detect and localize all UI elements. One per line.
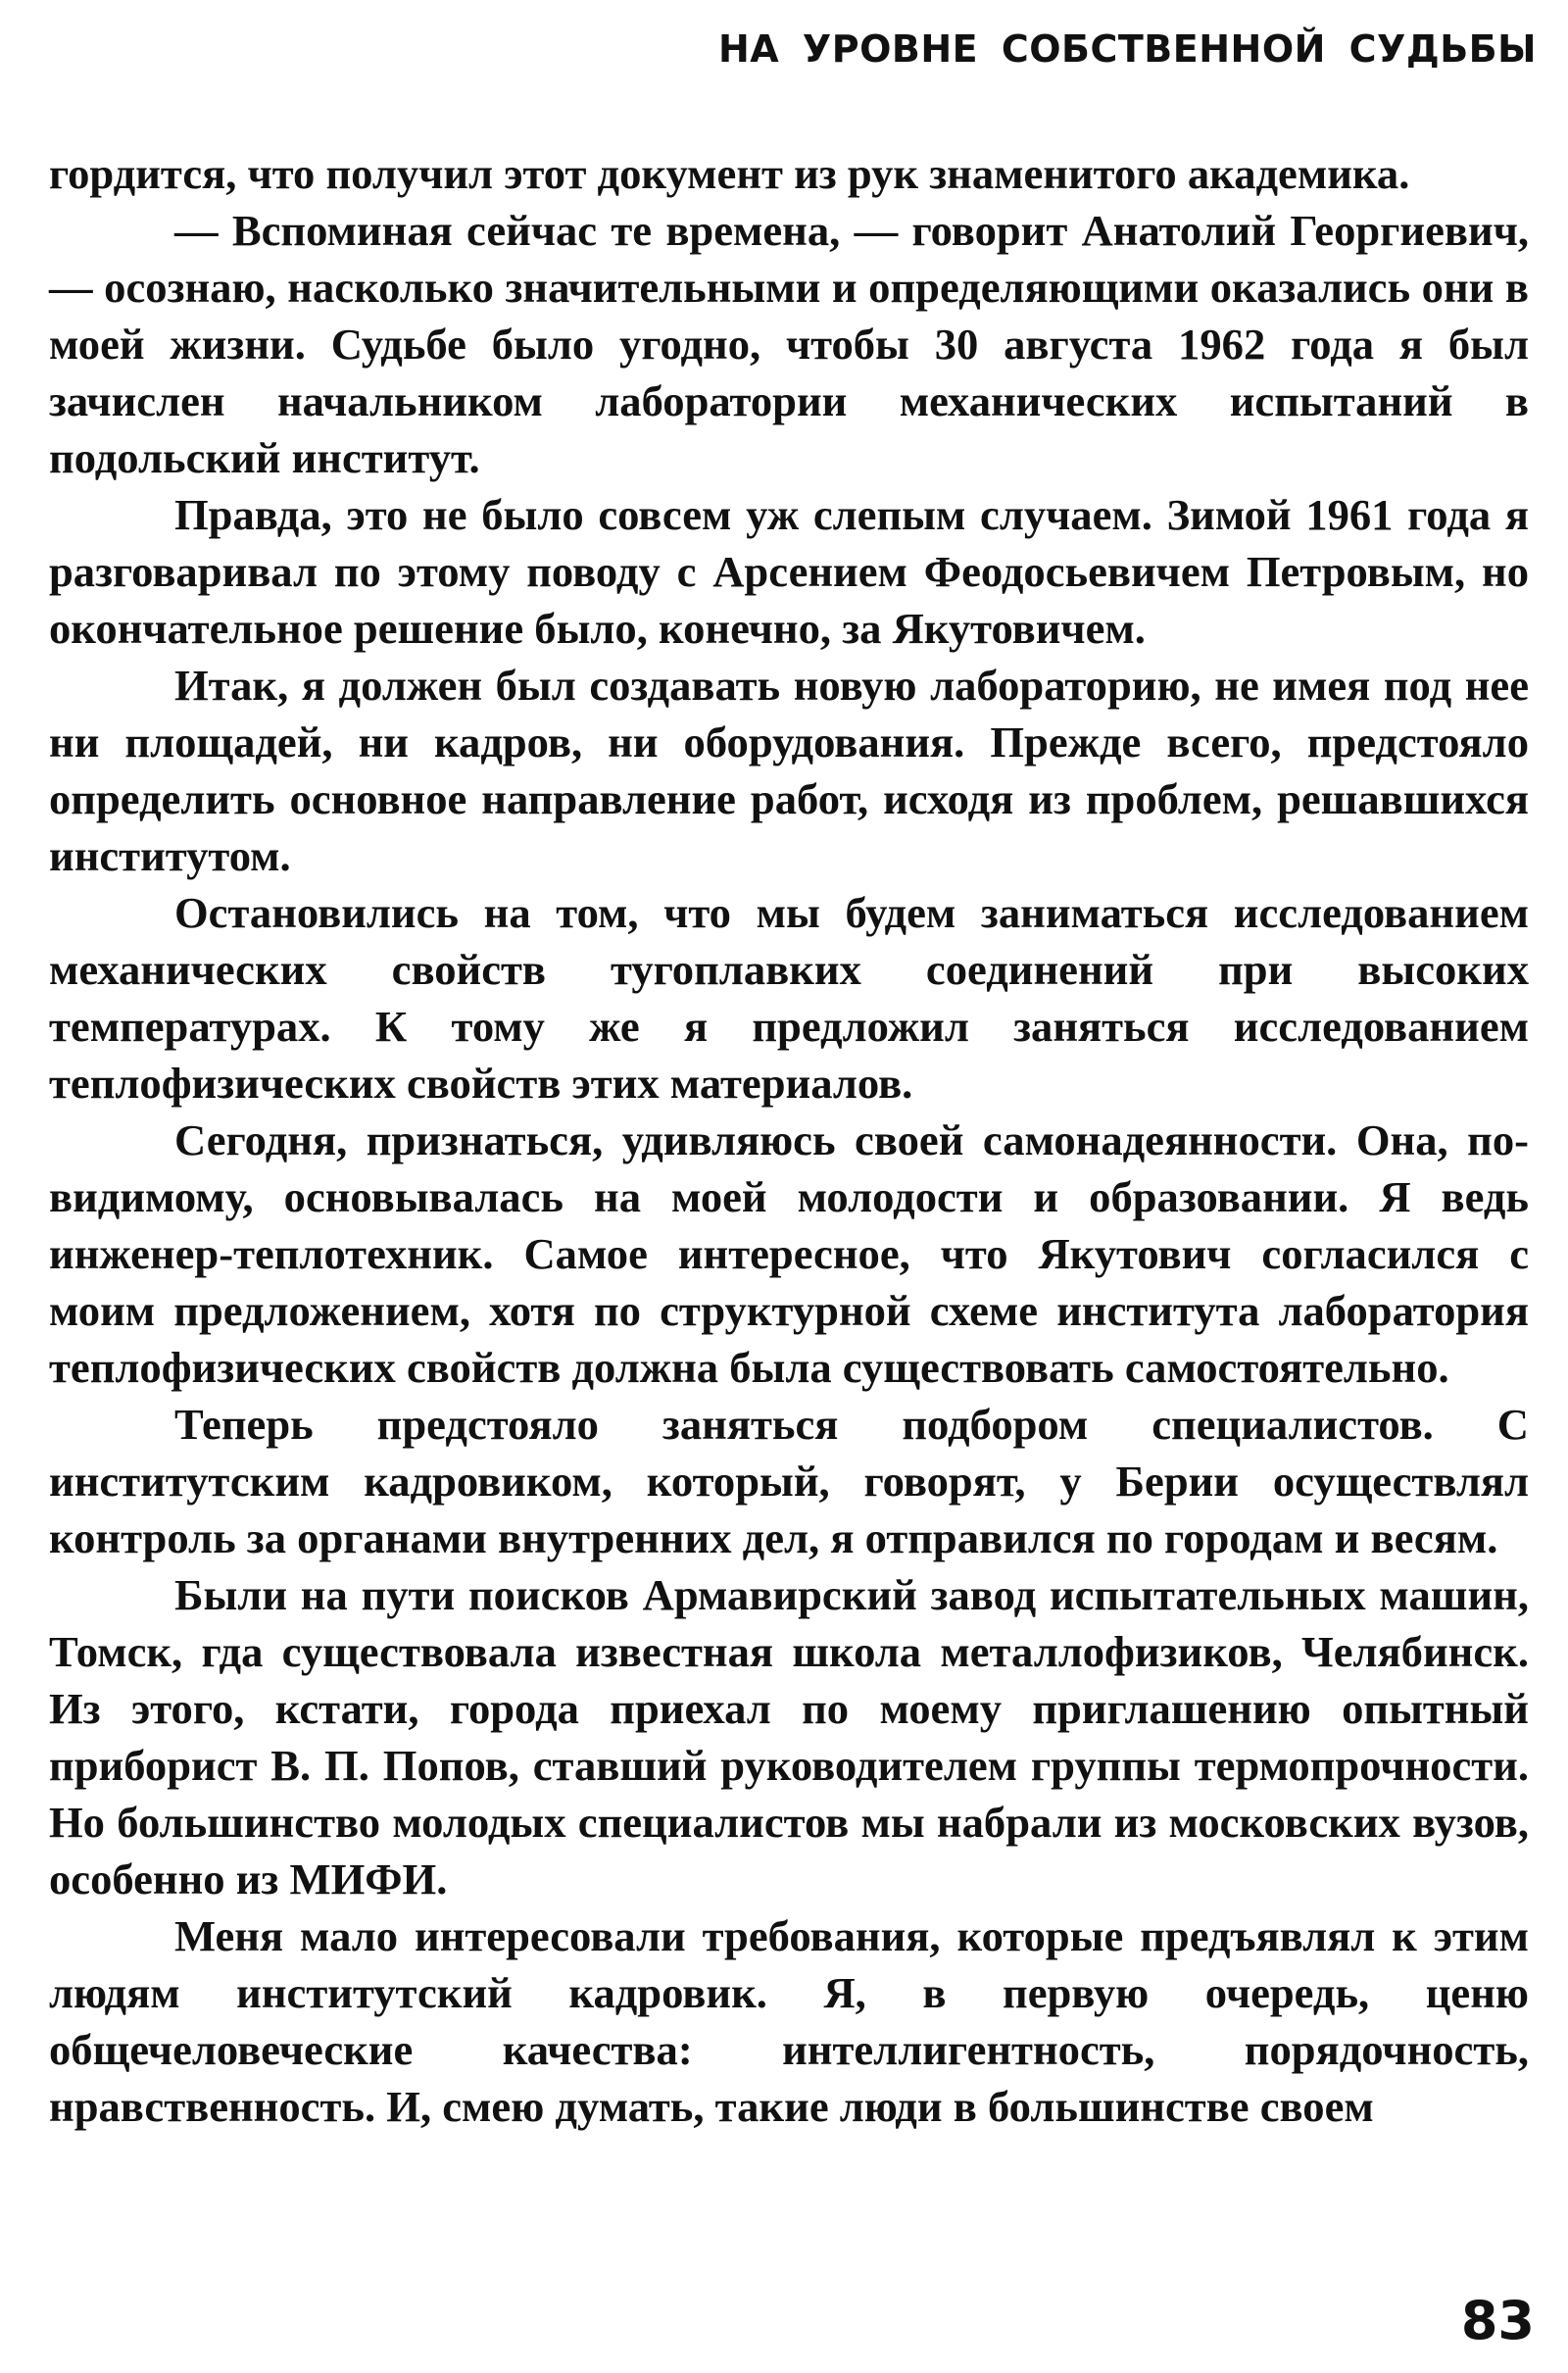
paragraph: гордится, что получил этот документ из рук знаменитого академика. <box>49 149 1410 198</box>
running-head: НА УРОВНЕ СОБСТВЕННОЙ СУДЬБЫ <box>717 27 1537 71</box>
paragraph: Теперь предстояло заняться подбором специалистов. С институтским кадровиком, который, говорят, у Берии осуществлял контроль за органами внутренних дел, я отправился по городам и весям. <box>49 1400 1529 1562</box>
paragraph: Меня мало интересовали требования, которые предъявлял к этим людям институтский кадровик. Я, в первую очередь, ценю общечеловеческие качества: интеллигентность, порядочность, нравственность. И, смею думать, такие люди в большинстве своем <box>49 1911 1529 2131</box>
paragraph: Сегодня, признаться, удивляюсь своей самонадеянности. Она, по-видимому, основывалась на моей молодости и образовании. Я ведь инженер-теплотехник. Самое интересное, что Якутович согласился с моим предложением, хотя по структурной схеме института лаборатория теплофизических свойств должна была существовать самостоятельно. <box>49 1115 1529 1392</box>
paragraph: — Вспоминая сейчас те времена, — говорит Анатолий Георгиевич, — осознаю, насколько значительными и определяющими оказались они в моей жизни. Судьбе было угодно, чтобы 30 августа 1962 года я был зачислен начальником лаборатории механических испытаний в подольский институт. <box>49 206 1529 482</box>
page-number: 83 <box>1460 2290 1535 2351</box>
paragraph: Были на пути поисков Армавирский завод испытательных машин, Томск, гда существовала известная школа металлофизиков, Челябинск. Из этого, кстати, города приехал по моему приглашению опытный приборист В. П. Попов, ставший руководителем группы термопрочности. Но большинство молодых специалистов мы набрали из московских вузов, особенно из МИФИ. <box>49 1570 1529 1903</box>
paragraph: Правда, это не было совсем уж слепым случаем. Зимой 1961 года я разговаривал по этому поводу с Арсением Феодосьевичем Петровым, но окончательное решение было, конечно, за Якутовичем. <box>49 490 1529 653</box>
main-text <box>49 145 1529 2135</box>
paragraph: Остановились на том, что мы будем заниматься исследованием механических свойств тугоплавких соединений при высоких температурах. К тому же я предложил заняться исследованием теплофизических свойств этих материалов. <box>49 888 1529 1108</box>
paragraph: Итак, я должен был создавать новую лабораторию, не имея под нее ни площадей, ни кадров, ни оборудования. Прежде всего, предстояло определить основное направление работ, исходя из проблем, решавшихся институтом. <box>49 661 1529 880</box>
